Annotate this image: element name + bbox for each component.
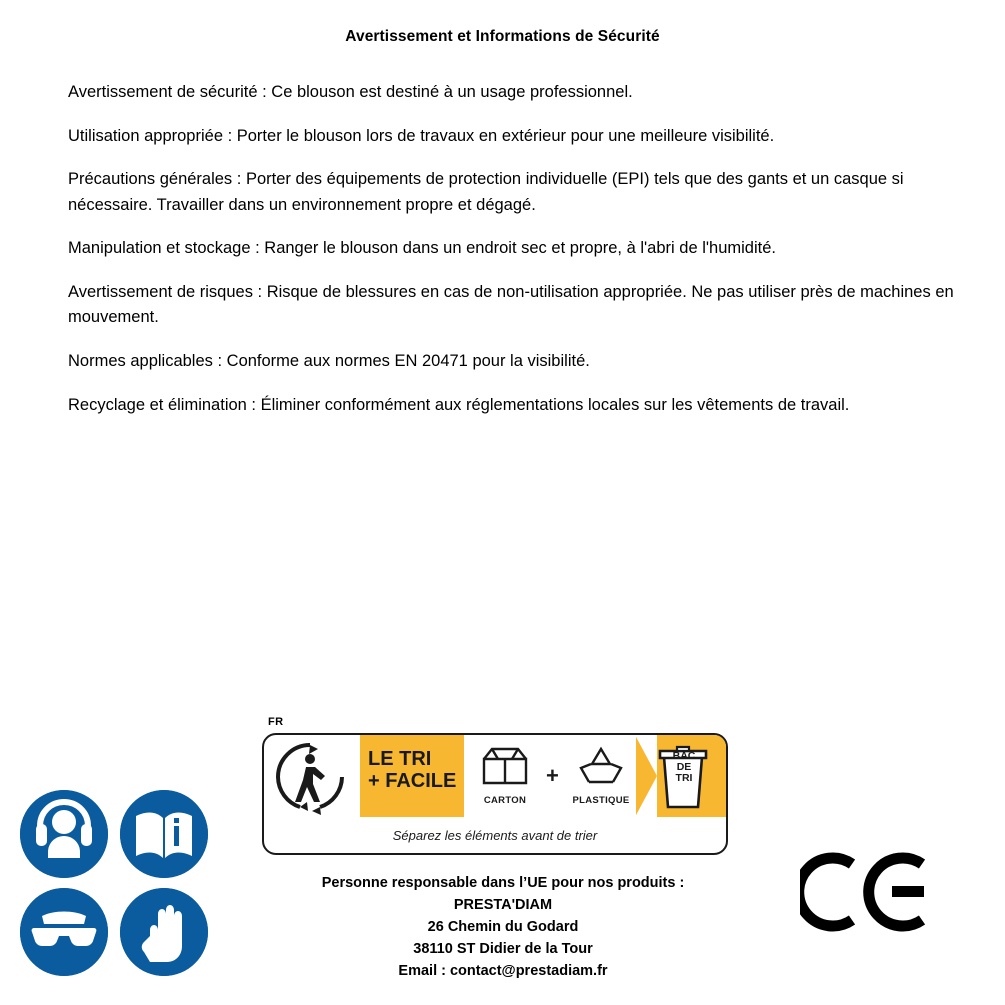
material-plastique: [564, 741, 638, 806]
material-plastique-caption: PLASTIQUE: [572, 795, 630, 806]
bin-label-line1: BAC: [672, 750, 696, 762]
bin-label-line2: DE: [676, 761, 692, 774]
responsible-person-intro: [150, 872, 856, 894]
material-separator: +: [546, 763, 559, 788]
intro-before: Personne responsable dans l’: [321, 875, 528, 891]
paragraph-handling-storage: Manipulation et stockage : Ranger le blouson dans un endroit sec et propre, à l'abri de l'humidité.: [68, 239, 776, 258]
label-headline-line2: + FACILE: [368, 770, 457, 793]
paragraph-applicable-standards: Normes applicables : Conforme aux normes EN 20471 pour la visibilité.: [68, 351, 590, 370]
intro-strong: UE: [527, 875, 548, 891]
label-locale: FR: [268, 716, 284, 728]
read-instructions-icon: [120, 790, 208, 878]
responsible-person-address: 26 Chemin du Godard: [427, 919, 579, 936]
recycling-label: [262, 716, 724, 851]
page-title: Avertissement et Informations de Sécurité: [345, 28, 660, 45]
responsible-person-block: [150, 872, 856, 982]
label-footer-text: Séparez les éléments avant de trier: [392, 827, 598, 843]
eye-protection-icon: [20, 888, 108, 976]
ear-protection-icon: [20, 790, 108, 878]
paragraph-appropriate-use: Utilisation appropriée : Porter le blouson lors de travaux en extérieur pour une meilleure visibilité.: [68, 126, 775, 145]
bin-icon: [652, 743, 714, 818]
triman-icon: [270, 739, 358, 815]
material-carton: [468, 741, 542, 806]
recycle-loop-icon: [570, 741, 632, 789]
paragraph-safety-warning: Avertissement de sécurité : Ce blouson est destiné à un usage professionnel.: [68, 83, 633, 101]
bin-label-text: [662, 751, 706, 784]
label-headline-line1: LE TRI: [368, 748, 432, 770]
paragraph-recycling-disposal: Recyclage et élimination : Éliminer conformément aux réglementations locales sur les vêtements de travail.: [68, 395, 850, 414]
paragraph-risk-warning: Avertissement de risques : Risque de blessures en cas de non-utilisation appropriée. Ne pas utiliser près de machines en mouvement.: [68, 282, 954, 327]
safety-information-text: [68, 80, 966, 436]
paragraph-general-precautions: Précautions générales : Porter des équipements de protection individuelle (EPI) tels que des gants et un casque si nécessaire. Travailler dans un environnement propre et dégagé.: [68, 170, 904, 214]
responsible-person-email: Email : contact@prestadiam.fr: [398, 963, 608, 980]
material-carton-caption: CARTON: [483, 795, 527, 806]
intro-after: pour nos produits :: [547, 875, 685, 891]
bin-label-line3: TRI: [675, 772, 693, 785]
recycling-label-box: [262, 733, 728, 855]
responsible-person-city: 38110 ST Didier de la Tour: [413, 941, 593, 958]
carton-box-icon: [474, 741, 536, 789]
label-headline: [368, 748, 464, 793]
ce-mark-icon: [800, 852, 950, 932]
responsible-person-company: PRESTA'DIAM: [453, 897, 553, 914]
